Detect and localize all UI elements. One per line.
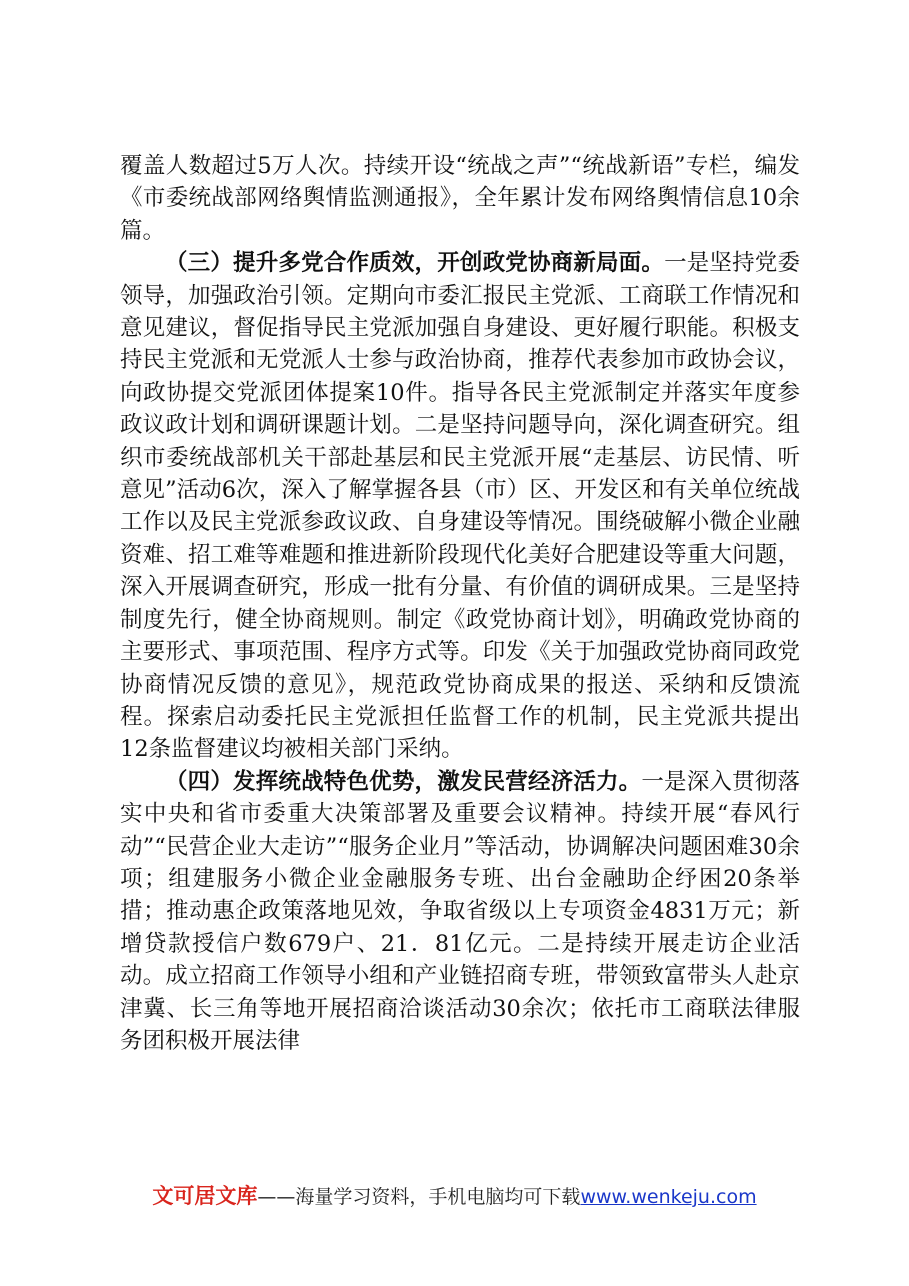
watermark-footer <box>0 1183 909 1210</box>
section-4-heading: （四）发挥统战特色优势，激发民营经济活力。 <box>165 768 642 795</box>
section-3-heading: （三）提升多党合作质效，开创政党协商新局面。 <box>165 250 665 277</box>
footer-link[interactable]: www.wenkeju.com <box>580 1186 757 1208</box>
document-body <box>120 150 800 1057</box>
paragraph-continuation: 覆盖人数超过5万人次。持续开设“统战之声”“统战新语”专栏，编发《市委统战部网络舆情监测通报》，全年累计发布网络舆情信息10余篇。 <box>120 153 800 244</box>
footer-brand: 文可居文库 <box>152 1184 258 1208</box>
paragraph-section-3 <box>120 247 800 766</box>
section-4-body: 一是深入贯彻落实中央和省市委重大决策部署及重要会议精神。持续开展“春风行动”“民营企业大走访”“服务企业月”等活动，协调解决问题困难30余项；组建服务小微企业金融服务专班、出台金融助企纾困20条举措；推动惠企政策落地见效，争取省级以上专项资金4831万元；新增贷款授信户数679户、21．81亿元。二是持续开展走访企业活动。成立招商工作领导小组和产业链招商专班，带领致富带头人赴京津冀、长三角等地开展招商洽谈活动30余次；依托市工商联法律服务团积极开展法律 <box>120 768 800 1054</box>
footer-description: ——海量学习资料，手机电脑均可下载 <box>257 1186 581 1208</box>
section-3-body: 一是坚持党委领导，加强政治引领。定期向市委汇报民主党派、工商联工作情况和意见建议，督促指导民主党派加强自身建设、更好履行职能。积极支持民主党派和无党派人士参与政治协商，推荐代表参加市政协会议，向政协提交党派团体提案10件。指导各民主党派制定并落实年度参政议政计划和调研课题计划。二是坚持问题导向，深化调查研究。组织市委统战部机关干部赴基层和民主党派开展“走基层、访民情、听意见”活动6次，深入了解掌握各县（市）区、开发区和有关单位统战工作以及民主党派参政议政、自身建设等情况。围绕破解小微企业融资难、招工难等难题和推进新阶段现代化美好合肥建设等重大问题，深入开展调查研究，形成一批有分量、有价值的调研成果。三是坚持制度先行，健全协商规则。制定《政党协商计划》，明确政党协商的主要形式、事项范围、程序方式等。印发《关于加强政党协商同政党协商情况反馈的意见》，规范政党协商成果的报送、采纳和反馈流程。探索启动委托民主党派担任监督工作的机制，民主党派共提出12条监督建议均被相关部门采纳。 <box>120 250 800 763</box>
paragraph-section-4 <box>120 766 800 1058</box>
